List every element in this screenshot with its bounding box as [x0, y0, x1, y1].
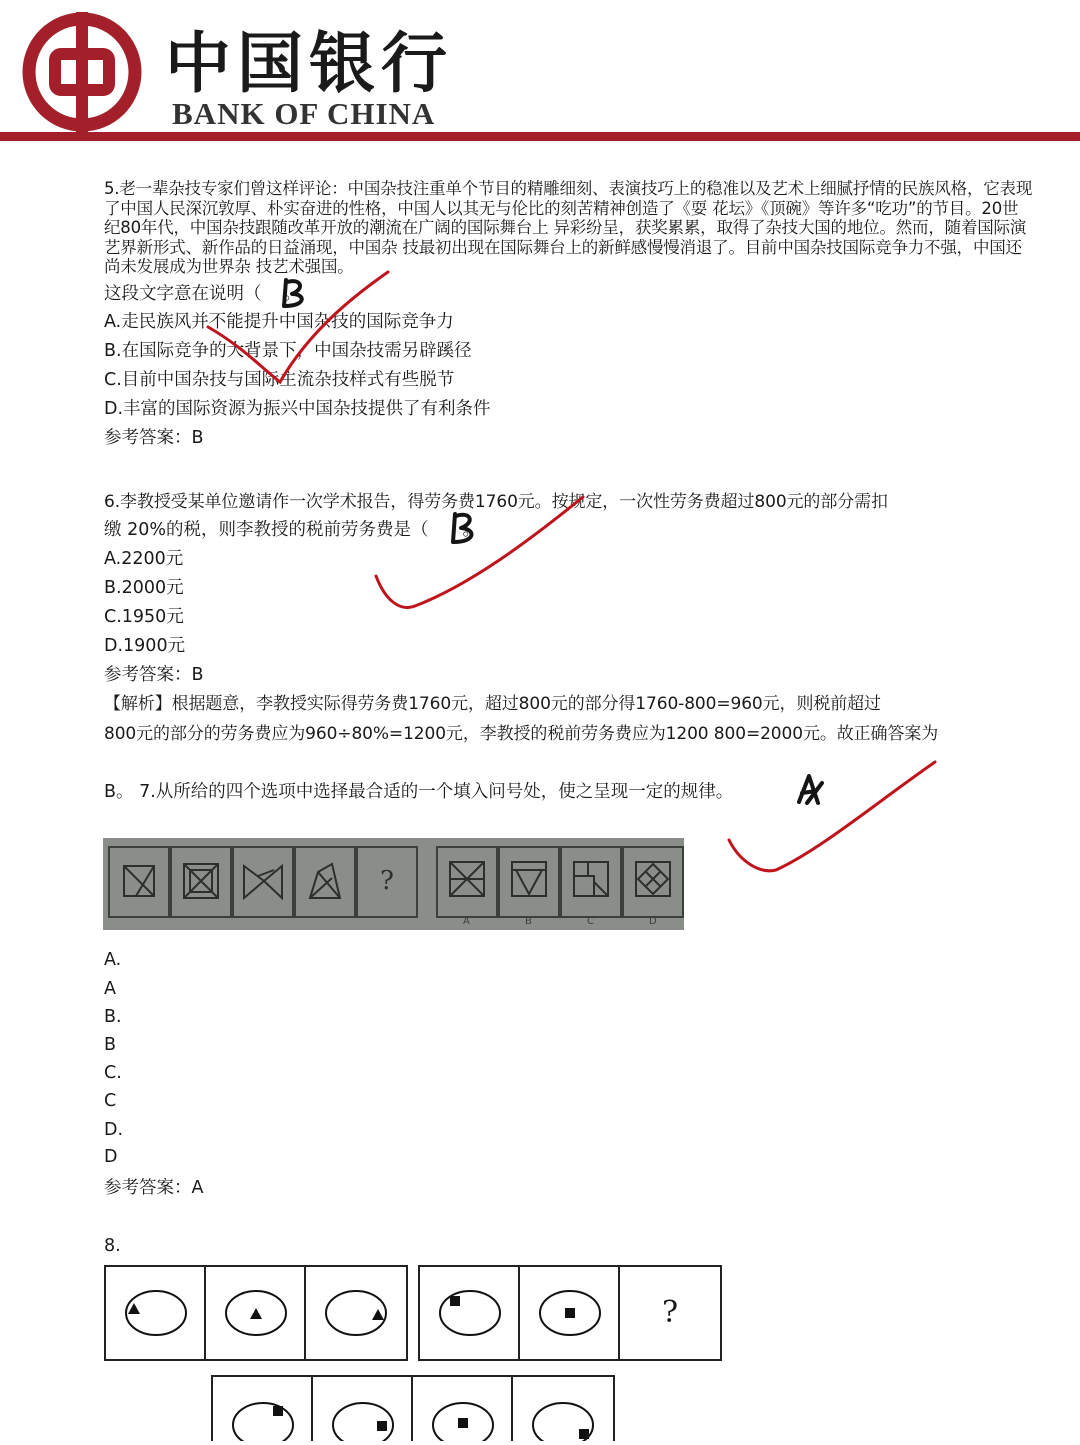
q6-option-b: B.2000元 — [104, 578, 184, 598]
q6-analysis-line2: 800元的部分的劳务费应为960÷80%=1200元，李教授的税前劳务费应为1200 800=2000元。故正确答案为 — [104, 724, 939, 744]
q7-figure-letter-d: D — [649, 916, 657, 927]
q8-cell — [206, 1267, 306, 1359]
q5-option-a: A.走民族风并不能提升中国杂技的国际竞争力 — [104, 312, 454, 332]
q7-figure-cell-1 — [108, 846, 170, 918]
q5-question-end: 。 — [283, 284, 301, 304]
q6-stem-line2-end: 。 — [462, 520, 480, 540]
q6-checkmark — [376, 497, 583, 608]
q5-reference-answer: 参考答案：B — [104, 428, 204, 448]
q7-stem: B。 7.从所给的四个选项中选择最合适的一个填入问号处，使之呈现一定的规律。 — [104, 782, 734, 802]
q5-option-d: D.丰富的国际资源为振兴中国杂技提供了有利条件 — [104, 399, 491, 419]
q6-option-d: D.1900元 — [104, 636, 186, 656]
q8-option-cell — [213, 1377, 313, 1441]
q6-stem-line2-text: 缴 20%的税，则李教授的税前劳务费是（ — [104, 520, 429, 540]
q8-option-cell — [313, 1377, 413, 1441]
q7-figure-cell-2 — [170, 846, 232, 918]
q8-stem-group-1 — [104, 1265, 408, 1361]
q7-checkmark — [729, 762, 935, 871]
brand-chinese-name: 中国银行 — [165, 24, 453, 102]
q6-stem-line1: 6.李教授受某单位邀请作一次学术报告，得劳务费1760元。按规定，一次性劳务费超过800元的部分需扣 — [104, 492, 888, 512]
q5-stem-text: 5.老一辈杂技专家们曾这样评论：中国杂技注重单个节目的精雕细刻、表演技巧上的稳准以及艺术上细腻抒情的民族风格，它表现了中国人民深沉敦厚、朴实奋进的性格，中国人以其无与伦比的刻苦精神创造了《耍 花坛》《顶碗》等许多“吃功”的节目。20世纪80年代，中国杂技跟随改革开放的潮流在广阔的国际舞台上 异彩纷呈，获奖累累，取得了杂技大国的地位。然而，随着国际演艺界新形式、新作品的日益涌现，中国杂 技最初出现在国际舞台上的新鲜感慢慢消退了。目前中国杂技国际竞争力不强，中国还尚未发展成为世界杂 技艺术强国。 — [104, 179, 1033, 276]
q7-reference-answer: 参考答案：A — [104, 1178, 204, 1198]
q6-option-a: A.2200元 — [104, 549, 184, 569]
q6-reference-answer: 参考答案：B — [104, 665, 204, 685]
q7-figure-letter-c: C — [587, 916, 594, 927]
q7-figure-cell-question — [356, 846, 418, 918]
q7-figure-letter-b: B — [525, 916, 532, 927]
q7-option-c-figure — [560, 846, 622, 918]
q7-option-line: C — [104, 1091, 117, 1111]
q7-figure-cell-4 — [294, 846, 356, 918]
q7-option-line: D — [104, 1147, 118, 1167]
q8-cell — [306, 1267, 406, 1359]
q7-option-line: A. — [104, 950, 122, 970]
q8-option-cell — [513, 1377, 613, 1441]
q7-figure-letter-a: A — [463, 916, 470, 927]
q6-stem-line2 — [104, 516, 480, 541]
q8-question-mark: ? — [661, 1295, 679, 1330]
q7-option-b-figure — [498, 846, 560, 918]
brand-english-name: BANK OF CHINA — [172, 96, 436, 131]
q7-figure-cell-3 — [232, 846, 294, 918]
q8-stem-group-2 — [418, 1265, 722, 1361]
q8-cell — [620, 1267, 720, 1359]
q8-options-group — [211, 1375, 615, 1441]
q5-question-text: 这段文字意在说明（ — [104, 284, 262, 304]
q7-figure — [103, 838, 684, 930]
q8-cell — [106, 1267, 206, 1359]
q5-question — [104, 280, 301, 305]
q5-option-b: B.在国际竞争的大背景下，中国杂技需另辟蹊径 — [104, 341, 472, 361]
q6-analysis-line1: 【解析】根据题意，李教授实际得劳务费1760元，超过800元的部分得1760-800=960元，则税前超过 — [104, 694, 881, 714]
q6-option-c: C.1950元 — [104, 607, 184, 627]
q7-option-line: D. — [104, 1120, 124, 1140]
q8-cell — [420, 1267, 520, 1359]
q8-number: 8. — [104, 1236, 121, 1256]
q7-option-a-figure — [436, 846, 498, 918]
q7-handwritten-a — [799, 776, 822, 803]
q7-option-line: A — [104, 979, 116, 999]
header-divider — [0, 132, 1080, 141]
q7-option-line: B. — [104, 1007, 122, 1027]
q7-question-mark: ? — [380, 866, 394, 896]
q8-cell — [520, 1267, 620, 1359]
q5-option-c: C.目前中国杂技与国际主流杂技样式有些脱节 — [104, 370, 455, 390]
q5-stem — [104, 179, 1034, 277]
q7-option-line: B — [104, 1035, 117, 1055]
bank-of-china-logo — [22, 12, 142, 132]
q8-option-cell — [413, 1377, 513, 1441]
q7-option-line: C. — [104, 1063, 122, 1083]
q7-option-d-figure — [622, 846, 684, 918]
